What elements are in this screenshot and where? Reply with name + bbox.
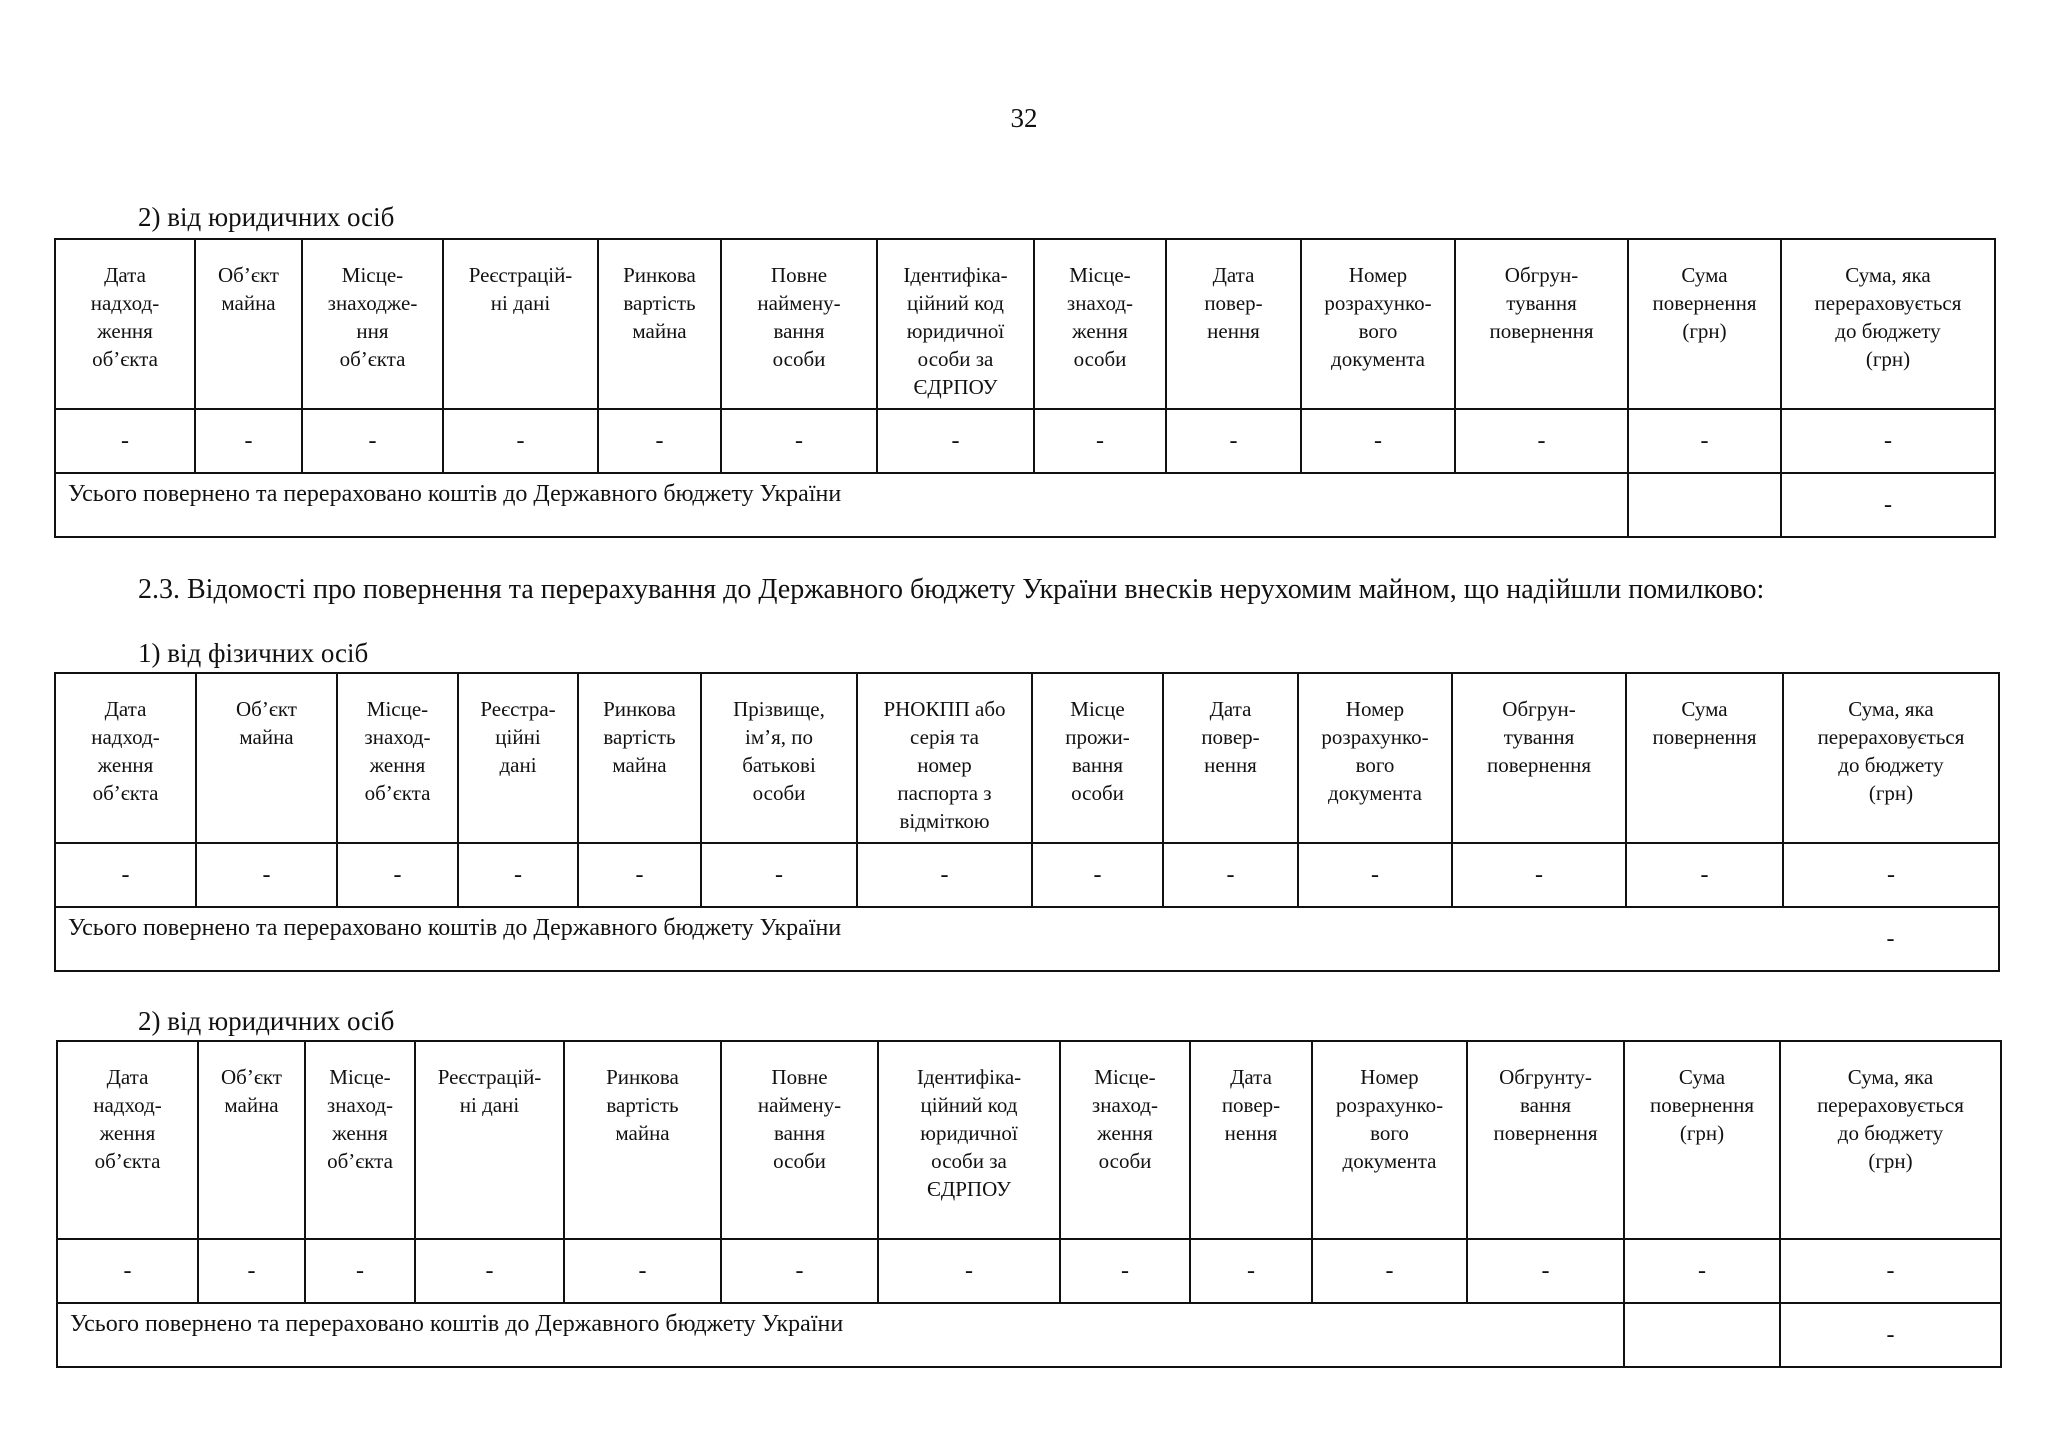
- table-cell: -: [305, 1239, 415, 1303]
- header-line: надход-: [93, 1093, 162, 1117]
- column-header: [564, 1041, 721, 1239]
- header-line: Об’єкт: [218, 263, 279, 287]
- total-row: [55, 473, 1995, 537]
- column-header: [1163, 673, 1298, 843]
- header-line: перераховується: [1817, 1093, 1964, 1117]
- table-cell: -: [1298, 843, 1452, 907]
- header-line: вартість: [606, 1093, 679, 1117]
- header-line: Дата: [106, 1065, 149, 1089]
- header-line: Сума: [1681, 697, 1728, 721]
- column-header: [302, 239, 443, 409]
- header-line: номер: [917, 753, 972, 777]
- table-cell: -: [877, 409, 1034, 473]
- header-line: майна: [221, 291, 276, 315]
- header-line: Сума, яка: [1845, 263, 1931, 287]
- column-header: [55, 673, 196, 843]
- total-label: Усього повернено та перераховано коштів до Державного бюджету України: [57, 1303, 1624, 1367]
- header-line: Місце-: [1069, 263, 1131, 287]
- column-header: [1034, 239, 1166, 409]
- header-line: тування: [1503, 725, 1575, 749]
- header-line: (грн): [1868, 781, 1914, 805]
- header-line: ження: [1072, 319, 1128, 343]
- column-header: [195, 239, 302, 409]
- table-cell: -: [1626, 843, 1783, 907]
- header-line: повернення: [1493, 1121, 1598, 1145]
- column-header: [1781, 239, 1995, 409]
- header-line: документа: [1328, 781, 1422, 805]
- header-line: ційні: [495, 725, 541, 749]
- header-line: ження: [369, 753, 426, 777]
- column-header: [1060, 1041, 1190, 1239]
- header-line: Повне: [770, 263, 828, 287]
- header-line: (грн): [1865, 347, 1911, 371]
- total-sum: [1624, 1303, 1780, 1367]
- header-line: ні дані: [490, 291, 551, 315]
- column-header: [1032, 673, 1163, 843]
- header-line: Дата: [104, 697, 147, 721]
- header-line: об’єкта: [92, 347, 158, 371]
- header-line: РНОКПП або: [883, 697, 1006, 721]
- header-row: [55, 673, 1999, 843]
- total-row: [57, 1303, 2001, 1367]
- header-line: паспорта з: [897, 781, 992, 805]
- header-line: ження: [97, 753, 154, 777]
- header-line: батькові: [742, 753, 816, 777]
- header-line: ження: [99, 1121, 156, 1145]
- column-header: [55, 239, 195, 409]
- header-line: об’єкта: [327, 1149, 393, 1173]
- column-header: [305, 1041, 415, 1239]
- table-cell: -: [1032, 843, 1163, 907]
- header-line: перераховується: [1817, 725, 1965, 749]
- table-cell: -: [1624, 1239, 1780, 1303]
- header-line: особи за: [931, 1149, 1007, 1173]
- header-line: Місце-: [329, 1065, 391, 1089]
- header-line: повернення: [1649, 1093, 1755, 1117]
- header-line: розрахунко-: [1321, 725, 1429, 749]
- table-cell: -: [458, 843, 578, 907]
- header-line: документа: [1342, 1149, 1437, 1173]
- header-line: вання: [773, 1121, 826, 1145]
- header-line: (грн): [1682, 319, 1727, 343]
- table-cell: -: [195, 409, 302, 473]
- header-line: об’єкта: [339, 347, 406, 371]
- header-line: особи: [1098, 1149, 1152, 1173]
- header-line: Місце: [1070, 697, 1125, 721]
- header-line: ційний код: [907, 291, 1004, 315]
- header-line: повернення: [1652, 291, 1757, 315]
- header-line: ження: [1097, 1121, 1153, 1145]
- header-line: до бюджету: [1838, 753, 1944, 777]
- header-line: Об’єкт: [221, 1065, 282, 1089]
- column-header: [1190, 1041, 1312, 1239]
- table1-label: 2) від юридичних осіб: [138, 202, 395, 232]
- header-line: повер-: [1204, 291, 1263, 315]
- table-row: [57, 1239, 2001, 1303]
- header-line: знаход-: [364, 725, 431, 749]
- column-header: [1312, 1041, 1467, 1239]
- header-line: серія та: [910, 725, 979, 749]
- page-number: 32: [1010, 103, 1038, 133]
- column-header: [1628, 239, 1781, 409]
- header-line: Сума, яка: [1847, 1065, 1934, 1089]
- header-line: Ідентифіка-: [903, 263, 1008, 287]
- table-cell: -: [721, 1239, 878, 1303]
- header-line: наймену-: [757, 1093, 842, 1117]
- header-line: об’єкта: [94, 1149, 161, 1173]
- table-cell: -: [1163, 843, 1298, 907]
- header-line: ження: [332, 1121, 388, 1145]
- total-row: [55, 907, 1999, 971]
- total-budget: -: [1781, 473, 1995, 537]
- table-cell: -: [878, 1239, 1060, 1303]
- header-line: об’єкта: [364, 781, 431, 805]
- header-line: особи: [752, 781, 806, 805]
- header-line: повернення: [1486, 753, 1592, 777]
- header-line: вого: [1358, 319, 1398, 343]
- column-header: [1467, 1041, 1624, 1239]
- table-cell: -: [1780, 1239, 2001, 1303]
- header-line: Номер: [1348, 263, 1408, 287]
- header-line: Сума: [1681, 263, 1728, 287]
- table-cell: -: [1781, 409, 1995, 473]
- header-line: особи за: [917, 347, 994, 371]
- table-cell: -: [55, 409, 195, 473]
- header-line: Місце-: [341, 263, 404, 287]
- header-line: Ринкова: [623, 263, 696, 287]
- table-cell: -: [415, 1239, 564, 1303]
- column-header: [878, 1041, 1060, 1239]
- column-header: [721, 239, 877, 409]
- column-header: [458, 673, 578, 843]
- header-line: особи: [772, 347, 826, 371]
- table-cell: -: [1628, 409, 1781, 473]
- header-line: Дата: [104, 263, 146, 287]
- table-cell: -: [578, 843, 701, 907]
- header-line: відміткою: [899, 809, 990, 833]
- table-cell: -: [1034, 409, 1166, 473]
- header-line: (грн): [1868, 1149, 1913, 1173]
- header-line: Сума, яка: [1848, 697, 1934, 721]
- table-cell: -: [701, 843, 857, 907]
- column-header: [196, 673, 337, 843]
- header-line: юридичної: [920, 1121, 1018, 1145]
- header-line: вартість: [623, 291, 696, 315]
- header-line: ім’я, по: [744, 725, 813, 749]
- header-line: документа: [1331, 347, 1425, 371]
- table2-individuals: [54, 672, 2000, 972]
- column-header: [57, 1041, 198, 1239]
- table3-legal-entities: [56, 1040, 2002, 1368]
- header-line: майна: [632, 319, 687, 343]
- table-cell: -: [1060, 1239, 1190, 1303]
- table2-label: 1) від фізичних осіб: [138, 638, 369, 668]
- header-row: [57, 1041, 2001, 1239]
- header-line: ЄДРПОУ: [927, 1177, 1011, 1201]
- table-cell: -: [598, 409, 721, 473]
- header-line: Дата: [1230, 1065, 1272, 1089]
- header-line: Реєстрацій-: [468, 263, 573, 287]
- header-line: Дата: [1209, 697, 1252, 721]
- header-line: перераховується: [1814, 291, 1962, 315]
- table-cell: -: [57, 1239, 198, 1303]
- table-cell: -: [302, 409, 443, 473]
- header-line: майна: [612, 753, 667, 777]
- table1-legal-entities: [54, 238, 1996, 538]
- column-header: [877, 239, 1034, 409]
- header-line: наймену-: [757, 291, 841, 315]
- table-cell: -: [721, 409, 877, 473]
- total-budget: -: [1783, 907, 1999, 971]
- table-cell: -: [196, 843, 337, 907]
- column-header: [443, 239, 598, 409]
- table-cell: -: [1166, 409, 1301, 473]
- table3-label: 2) від юридичних осіб: [138, 1006, 395, 1036]
- header-line: Місце-: [1094, 1065, 1156, 1089]
- header-line: вання: [1071, 753, 1124, 777]
- header-line: Номер: [1360, 1065, 1419, 1089]
- table-cell: -: [1190, 1239, 1312, 1303]
- header-line: Місце-: [366, 697, 429, 721]
- header-line: вого: [1355, 753, 1395, 777]
- header-line: юридичної: [906, 319, 1005, 343]
- total-budget: -: [1780, 1303, 2001, 1367]
- total-sum: [1628, 473, 1781, 537]
- column-header: [1452, 673, 1626, 843]
- header-line: знаход-: [1091, 1093, 1159, 1117]
- header-line: повернення: [1489, 319, 1594, 343]
- column-header: [1780, 1041, 2001, 1239]
- total-label: Усього повернено та перераховано коштів до Державного бюджету України: [55, 907, 1783, 971]
- header-line: Прізвище,: [733, 697, 825, 721]
- table-row: [55, 843, 1999, 907]
- header-line: Повне: [771, 1065, 828, 1089]
- header-line: нення: [1224, 1121, 1278, 1145]
- header-line: Реєстра-: [480, 697, 556, 721]
- table-cell: -: [443, 409, 598, 473]
- header-line: надход-: [90, 291, 160, 315]
- table-row: [55, 409, 1995, 473]
- header-line: ження: [97, 319, 153, 343]
- header-line: прожи-: [1065, 725, 1130, 749]
- header-line: знаходже-: [327, 291, 418, 315]
- table-cell: -: [1312, 1239, 1467, 1303]
- column-header: [857, 673, 1032, 843]
- column-header: [701, 673, 857, 843]
- column-header: [578, 673, 701, 843]
- table-cell: -: [337, 843, 458, 907]
- header-line: ні дані: [459, 1093, 520, 1117]
- header-line: ційний код: [920, 1093, 1018, 1117]
- header-line: вання: [1519, 1093, 1572, 1117]
- header-line: Ринкова: [603, 697, 676, 721]
- column-header: [1624, 1041, 1780, 1239]
- column-header: [1298, 673, 1452, 843]
- header-row: [55, 239, 1995, 409]
- header-line: до бюджету: [1837, 1121, 1944, 1145]
- column-header: [1166, 239, 1301, 409]
- header-line: Ринкова: [606, 1065, 679, 1089]
- table-cell: -: [1783, 843, 1999, 907]
- header-line: особи: [1071, 781, 1124, 805]
- table-cell: -: [1455, 409, 1628, 473]
- table-cell: -: [1452, 843, 1626, 907]
- header-line: нення: [1204, 753, 1257, 777]
- header-line: дані: [499, 753, 537, 777]
- column-header: [1783, 673, 1999, 843]
- header-line: розрахунко-: [1324, 291, 1432, 315]
- header-line: вого: [1370, 1121, 1409, 1145]
- header-line: Об’єкт: [236, 697, 297, 721]
- header-line: майна: [615, 1121, 670, 1145]
- header-line: ЄДРПОУ: [913, 375, 998, 399]
- header-line: Обгрун-: [1504, 263, 1579, 287]
- column-header: [1626, 673, 1783, 843]
- table-cell: -: [564, 1239, 721, 1303]
- header-line: повернення: [1652, 725, 1757, 749]
- header-line: вартість: [603, 725, 676, 749]
- total-label: Усього повернено та перераховано коштів до Державного бюджету України: [55, 473, 1628, 537]
- header-line: надход-: [91, 725, 160, 749]
- section-title: 2.3. Відомості про повернення та перерахування до Державного бюджету України внесків нерухомим майном, що надійшли помилково:: [138, 574, 1765, 605]
- header-line: Реєстрацій-: [437, 1065, 542, 1089]
- header-line: знаход-: [1066, 291, 1134, 315]
- header-line: розрахунко-: [1335, 1093, 1444, 1117]
- header-line: повер-: [1221, 1093, 1281, 1117]
- header-line: (грн): [1679, 1121, 1725, 1145]
- header-line: Обгрунту-: [1499, 1065, 1592, 1089]
- header-line: особи: [1073, 347, 1127, 371]
- header-line: майна: [224, 1093, 279, 1117]
- header-line: до бюджету: [1835, 319, 1941, 343]
- header-line: повер-: [1201, 725, 1260, 749]
- header-line: Обгрун-: [1502, 697, 1576, 721]
- column-header: [598, 239, 721, 409]
- header-line: тування: [1506, 291, 1577, 315]
- table-cell: -: [1467, 1239, 1624, 1303]
- header-line: вання: [773, 319, 825, 343]
- table-cell: -: [1301, 409, 1455, 473]
- column-header: [721, 1041, 878, 1239]
- header-line: Дата: [1212, 263, 1255, 287]
- table-cell: -: [857, 843, 1032, 907]
- header-line: нення: [1207, 319, 1260, 343]
- column-header: [337, 673, 458, 843]
- table-cell: -: [198, 1239, 305, 1303]
- header-line: Ідентифіка-: [916, 1065, 1022, 1089]
- header-line: знаход-: [326, 1093, 394, 1117]
- column-header: [415, 1041, 564, 1239]
- column-header: [198, 1041, 305, 1239]
- header-line: особи: [773, 1149, 826, 1173]
- table-cell: -: [55, 843, 196, 907]
- header-line: майна: [239, 725, 294, 749]
- header-line: ння: [356, 319, 389, 343]
- column-header: [1301, 239, 1455, 409]
- header-line: об’єкта: [92, 781, 159, 805]
- header-line: Сума: [1678, 1065, 1726, 1089]
- column-header: [1455, 239, 1628, 409]
- header-line: Номер: [1345, 697, 1405, 721]
